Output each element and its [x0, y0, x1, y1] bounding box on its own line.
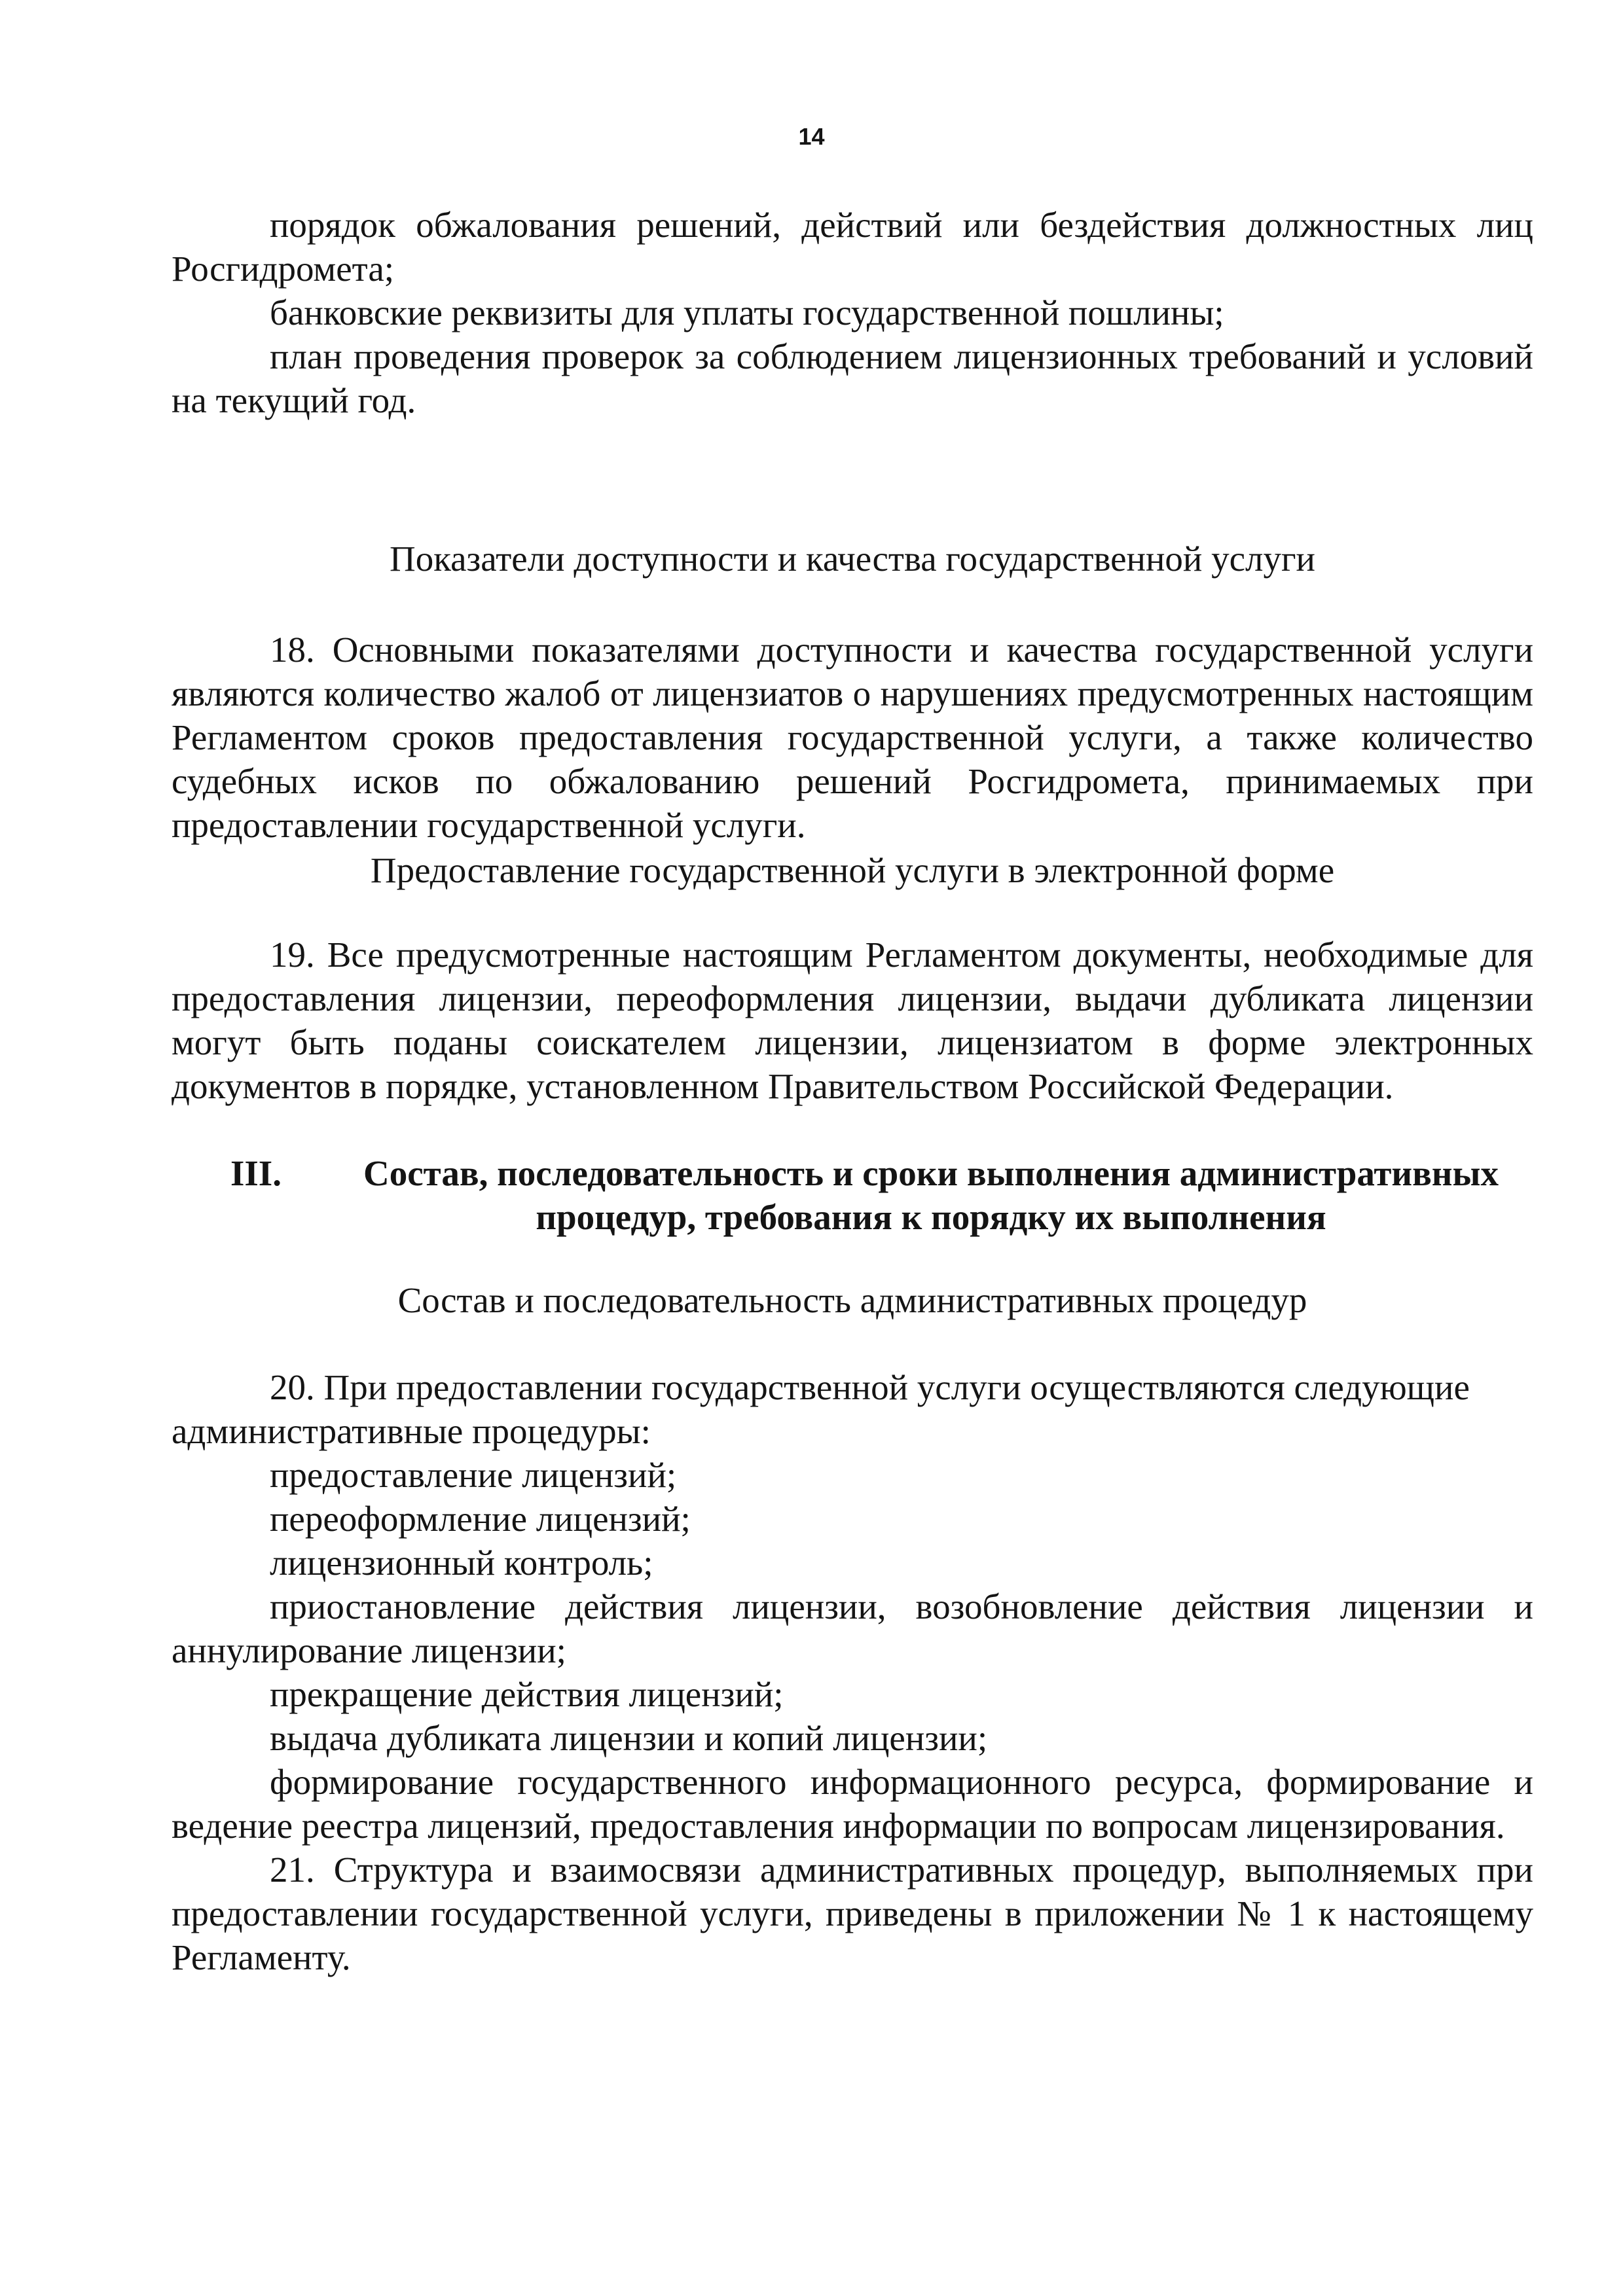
section-title-line-2: процедур, требования к порядку их выполнения	[536, 1197, 1326, 1237]
section-number: III.	[230, 1153, 282, 1193]
list-item: формирование государственного информационного ресурса, формирование и ведение реестра лицензий, предоставления информации по вопросам лицензирования.	[172, 1762, 1533, 1846]
list-item: банковские реквизиты для уплаты государственной пошлины;	[270, 293, 1224, 332]
section-heading-iii	[172, 1151, 1533, 1239]
list-item: переоформление лицензий;	[270, 1499, 691, 1539]
list-item: предоставление лицензий;	[270, 1455, 677, 1495]
paragraph-19: 19. Все предусмотренные настоящим Регламентом документы, необходимые для предоставления лицензии, переоформления лицензии, выдачи дубликата лицензии могут быть поданы соискателем лицензии, лицензиатом в форме электронных документов в порядке, установленном Правительством Российской Федерации.	[172, 935, 1533, 1106]
subheading-quality: Показатели доступности и качества государственной услуги	[390, 539, 1315, 579]
list-item: порядок обжалования решений, действий или бездействия должностных лиц Росгидромета;	[172, 205, 1533, 289]
subheading-composition: Состав и последовательность административных процедур	[397, 1280, 1307, 1320]
procedures-section	[172, 1365, 1533, 1848]
paragraph-18: 18. Основными показателями доступности и качества государственной услуги являются количество жалоб от лицензиатов о нарушениях предусмотренных настоящим Регламентом сроков предоставления государственной услуги, а также количество судебных исков по обжалованию решений Росгидромета, принимаемых при предоставлении государственной услуги.	[172, 630, 1533, 845]
subheading-electronic: Предоставление государственной услуги в электронной форме	[370, 850, 1335, 890]
paragraph-21: 21. Структура и взаимосвязи административных процедур, выполняемых при предоставлении государственной услуги, приведены в приложении № 1 к настоящему Регламенту.	[172, 1850, 1533, 1977]
section-title	[329, 1151, 1533, 1239]
list-item: прекращение действия лицензий;	[270, 1674, 784, 1714]
list-item: выдача дубликата лицензии и копий лицензии;	[270, 1718, 988, 1758]
document-body	[172, 203, 1533, 1979]
list-item: приостановление действия лицензии, возобновление действия лицензии и аннулирование лицензии;	[172, 1587, 1533, 1670]
list-item: план проведения проверок за соблюдением лицензионных требований и условий на текущий год.	[172, 336, 1533, 420]
list-item: лицензионный контроль;	[270, 1543, 653, 1583]
section-title-line-1: Состав, последовательность и сроки выполнения административных	[363, 1153, 1499, 1193]
paragraph-20-intro: 20. При предоставлении государственной услуги осуществляются следующие административные процедуры:	[172, 1367, 1470, 1451]
page-number: 14	[798, 123, 825, 150]
